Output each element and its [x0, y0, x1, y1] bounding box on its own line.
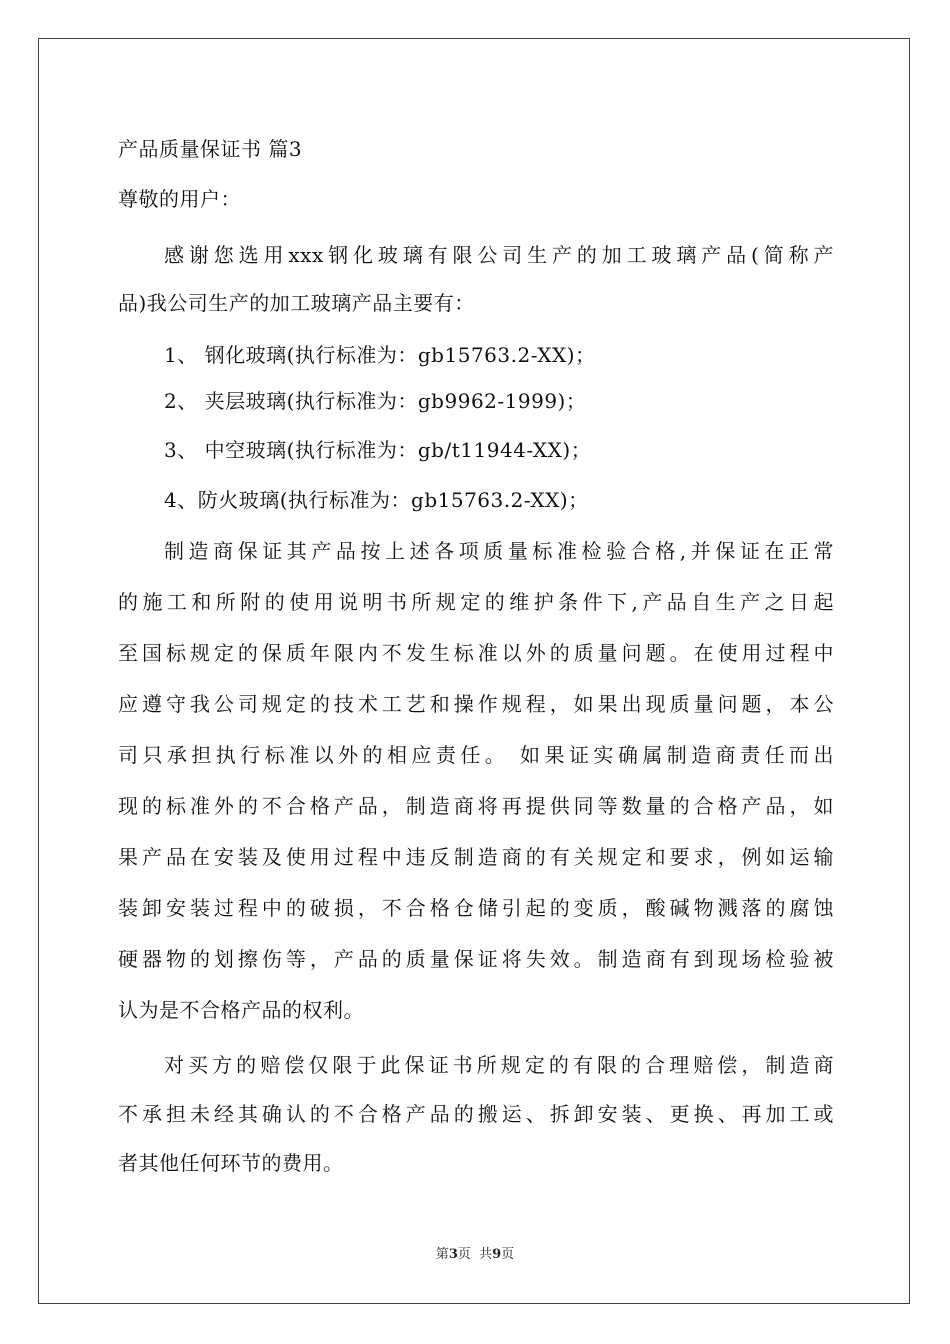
document-title: 产品质量保证书 篇3 — [118, 137, 303, 161]
footer-suffix: 页 — [501, 1247, 515, 1262]
paragraph2-line: 不承担未经其确认的不合格产品的搬运、拆卸安装、更换、再加工或 — [118, 1102, 834, 1126]
intro-line-1: 感谢您选用xxx钢化玻璃有限公司生产的加工玻璃产品(简称产 — [164, 243, 834, 267]
paragraph1-line: 硬器物的划擦伤等，产品的质量保证将失效。制造商有到现场检验被 — [118, 947, 834, 971]
footer-page-number: 3 — [448, 1247, 458, 1262]
footer-total-pages: 9 — [492, 1247, 502, 1262]
product-list-item: 3、 中空玻璃(执行标准为：gb/t11944-XX)； — [164, 438, 592, 462]
paragraph2-line: 对买方的赔偿仅限于此保证书所规定的有限的合理赔偿，制造商 — [164, 1053, 834, 1077]
product-list-item: 1、 钢化玻璃(执行标准为：gb15763.2-XX)； — [164, 343, 596, 367]
paragraph1-line: 司只承担执行标准以外的相应责任。 如果证实确属制造商责任而出 — [118, 743, 834, 767]
paragraph1-line: 至国标规定的保质年限内不发生标准以外的质量问题。在使用过程中 — [118, 641, 834, 665]
salutation: 尊敬的用户： — [118, 187, 241, 211]
footer-mid: 页 共 — [457, 1247, 493, 1262]
paragraph1-line: 应遵守我公司规定的技术工艺和操作规程，如果出现质量问题，本公 — [118, 692, 834, 716]
paragraph1-line: 制造商保证其产品按上述各项质量标准检验合格,并保证在正常 — [164, 539, 834, 563]
footer-prefix: 第 — [435, 1247, 449, 1262]
paragraph2-line: 者其他任何环节的费用。 — [118, 1151, 344, 1175]
paragraph1-line: 的施工和所附的使用说明书所规定的维护条件下,产品自生产之日起 — [118, 590, 834, 614]
product-list-item: 4、防火玻璃(执行标准为：gb15763.2-XX)； — [164, 488, 589, 512]
paragraph1-line: 装卸安装过程中的破损，不合格仓储引起的变质，酸碱物溅落的腐蚀 — [118, 896, 834, 920]
product-list-item: 2、 夹层玻璃(执行标准为：gb9962-1999)； — [164, 389, 587, 413]
paragraph1-line: 认为是不合格产品的权利。 — [118, 998, 364, 1022]
page-footer — [0, 1243, 950, 1262]
paragraph1-line: 果产品在安装及使用过程中违反制造商的有关规定和要求，例如运输 — [118, 845, 834, 869]
intro-line-2: 品)我公司生产的加工玻璃产品主要有： — [118, 291, 475, 315]
paragraph1-line: 现的标准外的不合格产品，制造商将再提供同等数量的合格产品，如 — [118, 794, 834, 818]
